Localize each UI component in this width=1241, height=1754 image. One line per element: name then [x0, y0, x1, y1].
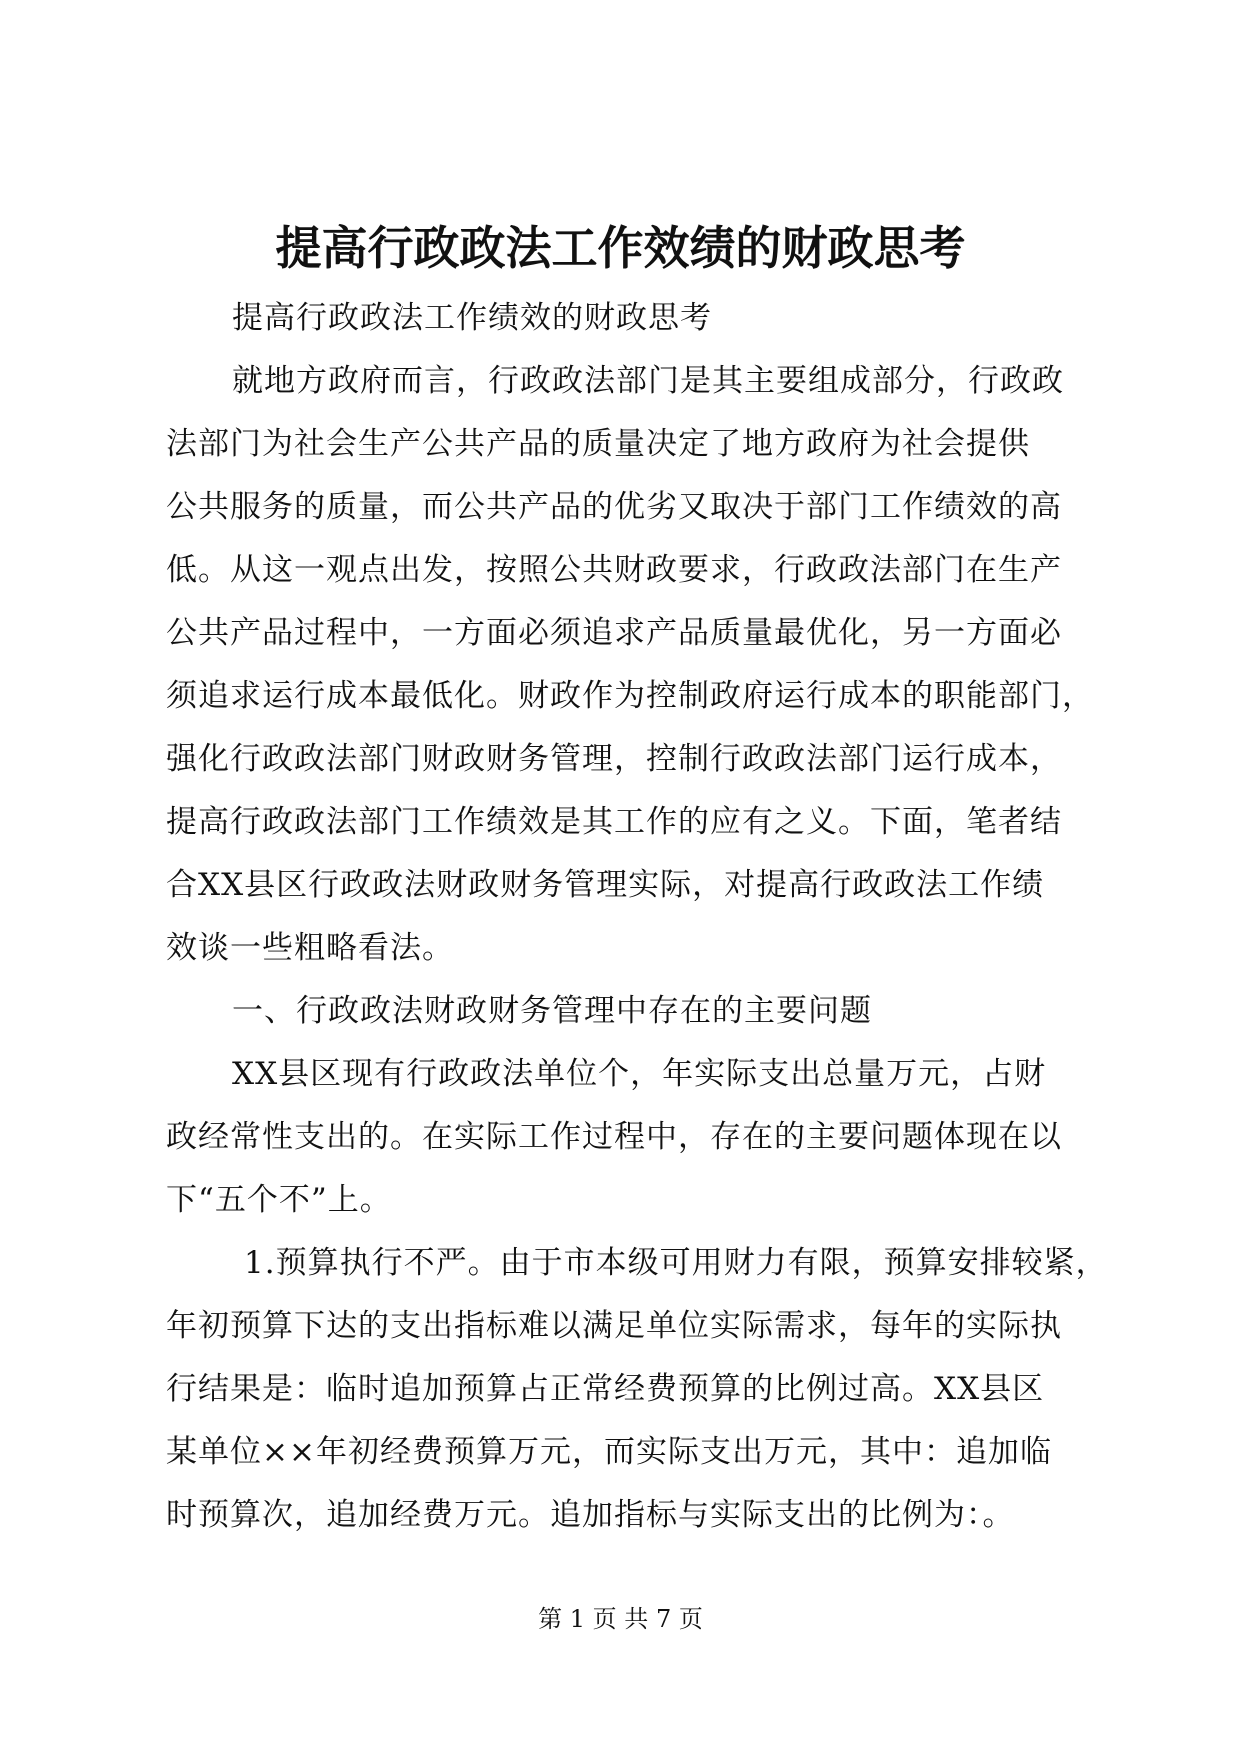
body-line-18: 某单位××年初经费预算万元，而实际支出万元，其中：追加临 — [166, 1434, 1052, 1470]
body-line-3: 公共服务的质量，而公共产品的优劣又取决于部门工作绩效的高 — [166, 489, 1062, 525]
body-line-1: 就地方政府而言，行政政法部门是其主要组成部分，行政政 — [232, 363, 1064, 399]
body-line-13: 政经常性支出的。在实际工作过程中，存在的主要问题体现在以 — [166, 1119, 1062, 1155]
body-line-4: 低。从这一观点出发，按照公共财政要求，行政政法部门在生产 — [166, 552, 1062, 588]
document-title: 提高行政政法工作效绩的财政思考 — [275, 221, 966, 275]
body-line-19: 时预算次，追加经费万元。追加指标与实际支出的比例为：。 — [166, 1497, 1015, 1533]
body-line-15: 1.预算执行不严。由于市本级可用财力有限，预算安排较紧， — [244, 1245, 1108, 1281]
body-line-6: 须追求运行成本最低化。财政作为控制政府运行成本的职能部门， — [166, 678, 1094, 714]
body-line-17: 行结果是：临时追加预算占正常经费预算的比例过高。XX县区 — [166, 1371, 1045, 1407]
body-line-8: 提高行政政法部门工作绩效是其工作的应有之义。下面，笔者结 — [166, 804, 1062, 840]
body-line-5: 公共产品过程中，一方面必须追求产品质量最优化，另一方面必 — [166, 615, 1062, 651]
body-line-12: XX县区现有行政政法单位个，年实际支出总量万元，占财 — [232, 1056, 1047, 1092]
body-line-2: 法部门为社会生产公共产品的质量决定了地方政府为社会提供 — [166, 426, 1030, 462]
body-line-9: 合XX县区行政政法财政财务管理实际，对提高行政政法工作绩 — [166, 867, 1045, 903]
body-line-16: 年初预算下达的支出指标难以满足单位实际需求，每年的实际执 — [166, 1308, 1062, 1344]
section-heading: 一、行政政法财政财务管理中存在的主要问题 — [232, 993, 872, 1029]
page-footer: 第 1 页 共 7 页 — [538, 1605, 703, 1633]
document-body — [166, 287, 1108, 1547]
body-line-7: 强化行政政法部门财政财务管理，控制行政政法部门运行成本， — [166, 741, 1062, 777]
subtitle-line: 提高行政政法工作绩效的财政思考 — [232, 300, 712, 336]
body-line-14: 下“五个不”上。 — [166, 1182, 392, 1218]
body-line-10: 效谈一些粗略看法。 — [166, 930, 454, 966]
